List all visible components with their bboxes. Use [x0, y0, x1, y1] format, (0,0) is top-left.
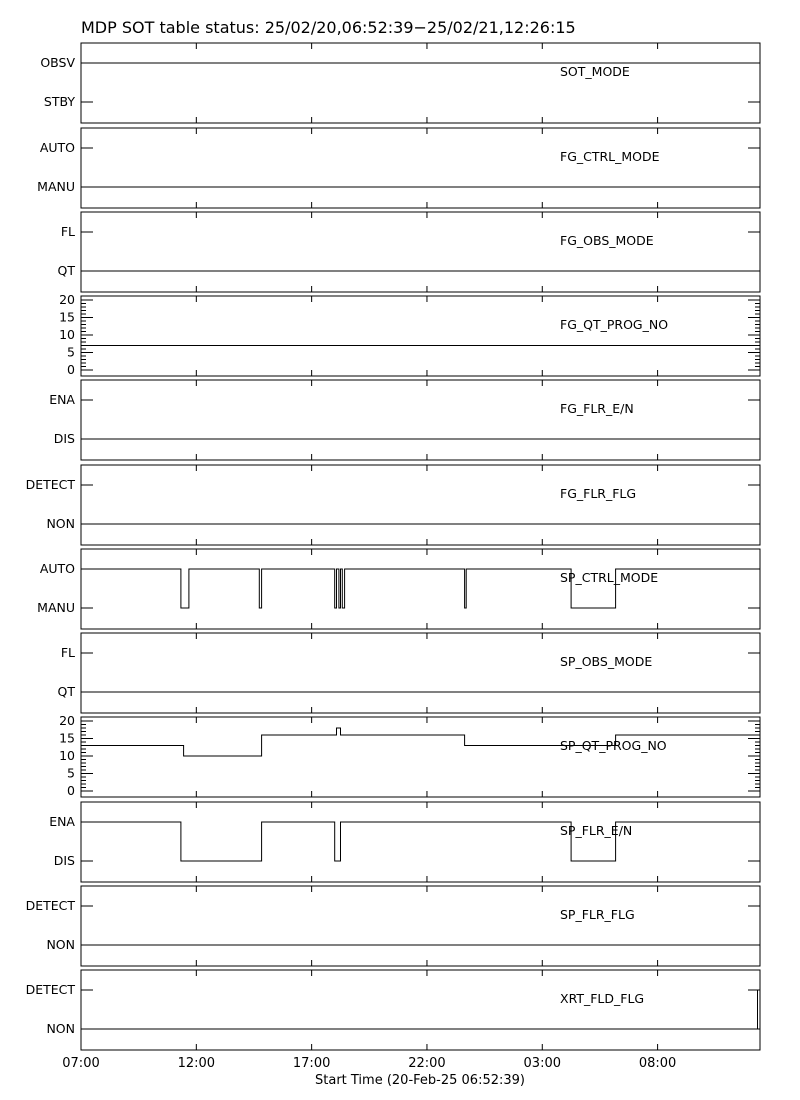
y-tick-label: NON	[46, 1021, 75, 1036]
y-tick-label: 15	[59, 730, 75, 746]
x-axis-title: Start Time (20-Feb-25 06:52:39)	[315, 1073, 525, 1088]
y-tick-label: QT	[57, 263, 75, 278]
y-tick-label: 0	[67, 783, 75, 798]
y-tick-label: NON	[46, 516, 75, 531]
y-tick-label: DIS	[53, 431, 75, 446]
y-tick-label: 0	[67, 362, 75, 377]
x-tick-label: 07:00	[62, 1056, 100, 1071]
y-tick-label: 20	[59, 292, 75, 307]
panel-label: FG_CTRL_MODE	[560, 149, 660, 164]
panel-label: SP_QT_PROG_NO	[560, 738, 667, 753]
y-tick-label: STBY	[43, 94, 75, 109]
panel-label: SP_CTRL_MODE	[560, 570, 659, 585]
panel-label: FG_QT_PROG_NO	[560, 317, 669, 332]
y-tick-label: FL	[60, 224, 75, 239]
y-tick-label: OBSV	[40, 55, 75, 70]
y-tick-label: QT	[57, 684, 75, 699]
x-tick-label: 17:00	[292, 1056, 331, 1071]
y-tick-label: MANU	[37, 179, 75, 194]
y-tick-label: 15	[59, 309, 75, 325]
panel-label: SP_FLR_FLG	[560, 907, 635, 922]
y-tick-label: MANU	[37, 600, 75, 615]
x-tick-label: 03:00	[523, 1056, 562, 1071]
x-tick-label: 22:00	[408, 1056, 446, 1071]
y-tick-label: ENA	[49, 392, 75, 407]
y-tick-label: AUTO	[39, 140, 75, 155]
y-tick-label: DETECT	[25, 898, 75, 913]
x-tick-label: 12:00	[177, 1056, 216, 1071]
y-tick-label: 10	[59, 748, 75, 763]
panel-label: FG_FLR_E/N	[560, 401, 634, 416]
y-tick-label: DIS	[53, 853, 75, 868]
panel-label: SP_OBS_MODE	[560, 654, 653, 669]
y-tick-label: 20	[59, 713, 75, 728]
y-tick-label: 5	[67, 344, 75, 360]
panel-label: SOT_MODE	[560, 64, 630, 79]
y-tick-label: DETECT	[25, 477, 75, 492]
chart-title: MDP SOT table status: 25/02/20,06:52:39−25/02/21,12:26:15	[81, 18, 576, 37]
y-tick-label: ENA	[49, 814, 75, 829]
y-tick-label: NON	[46, 937, 75, 952]
y-tick-label: AUTO	[39, 561, 75, 576]
panel-label: SP_FLR_E/N	[560, 823, 633, 838]
y-tick-label: FL	[60, 645, 75, 660]
panel-label: FG_OBS_MODE	[560, 233, 654, 248]
x-tick-label: 08:00	[638, 1056, 677, 1071]
panel-label: FG_FLR_FLG	[560, 486, 637, 501]
panel-label: XRT_FLD_FLG	[560, 991, 645, 1006]
y-tick-label: 5	[67, 765, 75, 781]
y-tick-label: DETECT	[25, 982, 75, 997]
y-tick-label: 10	[59, 327, 75, 342]
